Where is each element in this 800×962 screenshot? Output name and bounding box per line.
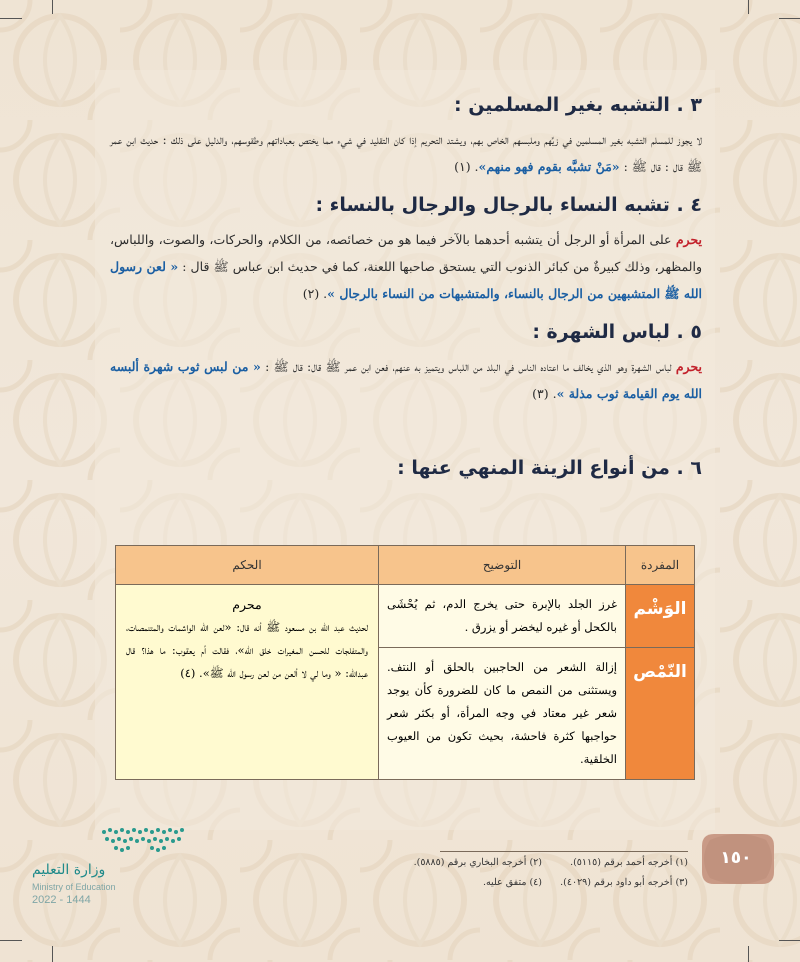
section-text: لباس الشهرة وهو الذي يخالف ما اعتاده الناس في البلد من اللباس ويتميز به عنهم، فعن ابن عمر ﷺ قال: قال ﷺ :: [260, 359, 676, 374]
word-cell: النّمْص: [626, 648, 695, 780]
crop-mark: [0, 18, 22, 19]
crop-mark: [52, 946, 53, 962]
adornment-table: [115, 545, 695, 780]
footnote-ref: . (٣): [532, 386, 557, 401]
section-heading: ٣ . التشبه بغير المسلمين :: [453, 94, 702, 116]
header-word: المفردة: [626, 546, 695, 585]
table-row: [116, 585, 695, 648]
footnote-4: (٤) متفق عليه.: [482, 877, 542, 888]
section-heading: ٤ . تشبه النساء بالرجال والرجال بالنساء :: [315, 194, 702, 216]
footnote-1: (١) أخرجه أحمد برقم (٥١١٥).: [570, 857, 688, 868]
crop-mark: [0, 940, 22, 941]
footnote-divider: [440, 851, 688, 852]
ministry-logo-icon: [96, 822, 192, 858]
ruling-cell: [116, 585, 379, 780]
crop-mark: [52, 0, 53, 14]
ruling-title: محرم: [232, 597, 262, 612]
footnote-ref: . (٢): [302, 286, 328, 301]
footnote-2: (٢) أخرجه البخاري برقم (٥٨٨٥).: [413, 857, 542, 868]
footnote-3: (٣) أخرجه أبو داود برقم (٤٠٢٩).: [560, 877, 688, 888]
page-number: ١٥٠: [720, 848, 752, 868]
section-text: لا يجوز للمسلم التشبه بغير المسلمين في زيِّهم وملبسهم الخاص بهم، ويشتد التحريم إذا كان التقليد في شيء مما يختص بعباداتهم وطقوسهم، والدليل على ذلك : حديث ابن عمر ﷺ قال : قال ﷺ :: [110, 132, 702, 174]
header-explanation: التوضيح: [379, 546, 626, 585]
table-header-row: [116, 546, 695, 585]
section-3: [110, 90, 702, 180]
keyword-prohibited: يحرم: [675, 232, 702, 247]
explanation-cell: إزالة الشعر من الحاجبين بالحلق أو النتف. ويستثنى من النمص ما كان للضرورة كأن يوجد شعر غير معتاد في وجه المرأة، أو بكثر شعر حواجبها كثرة فاحشة، بحيث تكون من العيوب الخلقية.: [379, 648, 626, 780]
explanation-cell: غرز الجلد بالإبرة حتى يخرج الدم، ثم يُحْشَى بالكحل أو غيره ليخضر أو يزرق .: [379, 585, 626, 648]
hadith-quote: « لعن رسول الله ﷺ المتشبهين من الرجال بالنساء، والمتشبهات من النساء بالرجال »: [110, 259, 702, 301]
ministry-year: 2022 - 1444: [32, 894, 91, 906]
crop-mark: [779, 18, 800, 19]
crop-mark: [779, 940, 800, 941]
hadith-quote: « من لبس ثوب شهرة ألبسه الله يوم القيامة ثوب مذلة »: [110, 359, 702, 401]
section-body: [110, 126, 702, 180]
keyword-prohibited: يحرم: [675, 359, 702, 374]
crop-mark: [748, 0, 749, 14]
section-heading: ٥ . لباس الشهرة :: [532, 321, 702, 343]
section-body: [110, 353, 702, 407]
word-cell: الوَشْم: [626, 585, 695, 648]
ministry-name-ar: وزارة التعليم: [32, 862, 106, 878]
ministry-name-en: Ministry of Education: [32, 882, 116, 892]
section-body: [110, 226, 702, 307]
header-ruling: الحكم: [116, 546, 379, 585]
hadith-quote: «مَنْ تشبَّه بقوم فهو منهم»: [478, 159, 620, 174]
section-text: على المرأة أو الرجل أن يتشبه أحدهما بالآخر فيما هو من خصائصه، من الكلام، والحركات، والصوت، واللباس، والمظهر، وذلك كبيرةٌ من كبائر الذنوب التي يستحق صاحبها اللعنة، كما في حديث ابن عباس ﷺ قال :: [110, 232, 702, 274]
ruling-text: لحديث عبد الله بن مسعود ﷺ أنه قال: «لعن الله الواشمات والمتنمصات، والمتفلجات للحسن المغيرات خلق الله»، فقالت أم يعقوب: ما هذا؟ قال عبدالله: « وما لي لا ألعن من لعن رسول الله ﷺ». (٤): [126, 620, 368, 680]
section-4: [110, 190, 702, 307]
main-content: [110, 90, 702, 483]
crop-mark: [748, 946, 749, 962]
section-5: [110, 317, 702, 407]
footnote-ref: . (١): [454, 159, 479, 174]
section-6-heading: ٦ . من أنواع الزينة المنهي عنها :: [397, 457, 702, 479]
